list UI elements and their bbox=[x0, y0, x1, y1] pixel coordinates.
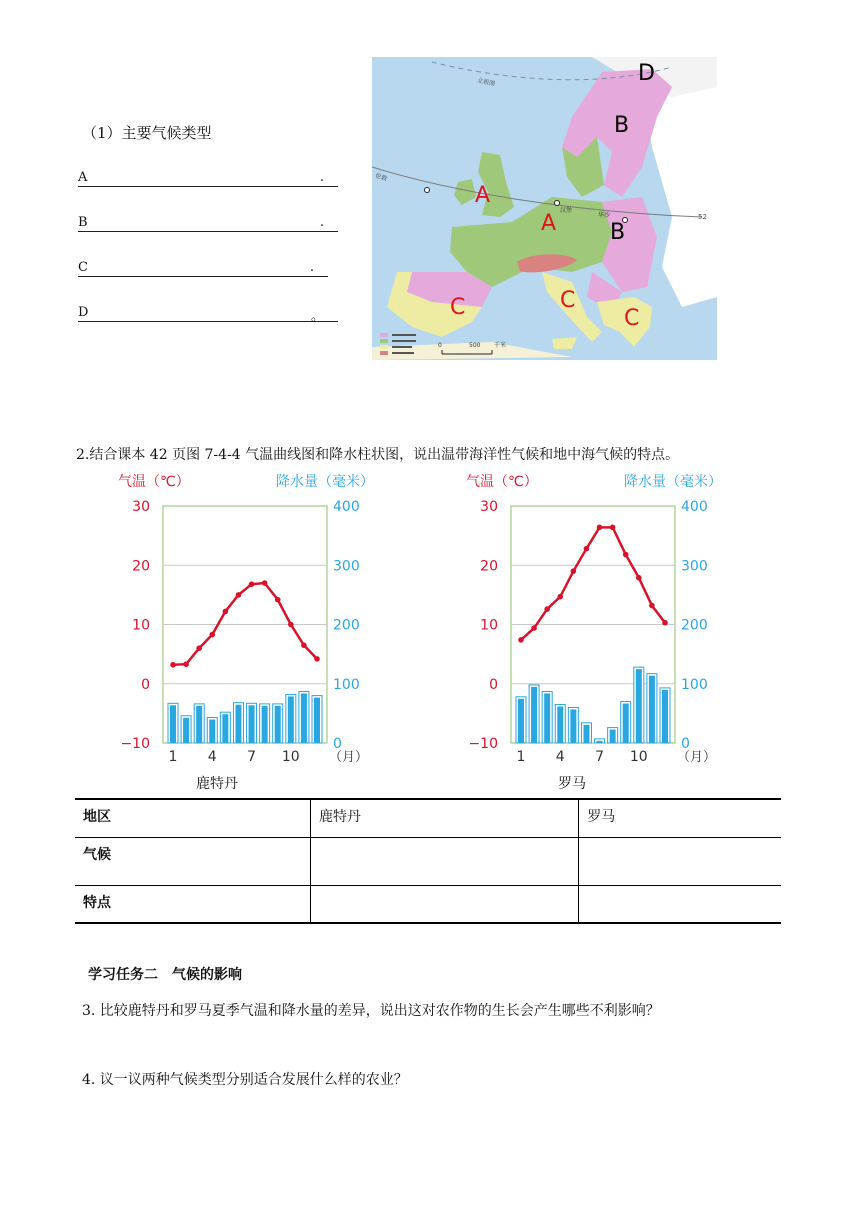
temp-point bbox=[597, 525, 603, 531]
temp-point bbox=[236, 592, 242, 598]
temp-tick-label: 0 bbox=[489, 676, 498, 693]
answer-end: 。 bbox=[310, 309, 324, 324]
precip-tick-label: 400 bbox=[681, 499, 708, 515]
precip-tick-label: 0 bbox=[333, 736, 342, 752]
month-tick-label: 1 bbox=[516, 749, 526, 765]
precip-tick-label: 100 bbox=[681, 676, 708, 693]
temp-point bbox=[183, 661, 189, 667]
climate-chart-rome bbox=[458, 468, 723, 793]
temp-tick-label: 20 bbox=[132, 558, 150, 575]
temp-point bbox=[262, 580, 268, 586]
temp-axis-label: 气温（℃） bbox=[118, 474, 190, 490]
table-row bbox=[75, 799, 781, 837]
temp-tick-label: 10 bbox=[132, 617, 150, 634]
month-tick-label: 4 bbox=[207, 749, 217, 765]
temp-point bbox=[223, 609, 229, 615]
table-answer-cell[interactable] bbox=[311, 837, 579, 885]
answer-letter: D bbox=[78, 305, 89, 320]
temp-point bbox=[544, 606, 550, 612]
precip-bar-fill bbox=[583, 725, 589, 743]
precip-bar-fill bbox=[301, 693, 307, 743]
map-graphic bbox=[372, 57, 717, 360]
temp-tick-label: 30 bbox=[480, 499, 498, 515]
temp-point bbox=[571, 568, 577, 574]
temp-tick-label: 20 bbox=[480, 558, 498, 575]
temp-point bbox=[584, 546, 590, 552]
temp-point bbox=[170, 662, 176, 668]
table-cell: 地区 bbox=[75, 799, 311, 837]
temp-point bbox=[209, 632, 215, 638]
table-row bbox=[75, 885, 781, 923]
map-label-hamburg: 汉堡 bbox=[560, 207, 573, 214]
temp-point bbox=[531, 625, 537, 631]
table-cell: 气候 bbox=[75, 837, 311, 885]
table-answer-cell[interactable] bbox=[579, 837, 781, 885]
precip-bar-fill bbox=[662, 690, 668, 743]
map-label-latitude: 52 bbox=[698, 213, 707, 221]
temp-point bbox=[196, 645, 202, 651]
europe-climate-map bbox=[372, 57, 717, 360]
precip-bar-fill bbox=[610, 730, 616, 743]
map-letter-b: B bbox=[610, 220, 626, 245]
temp-point bbox=[301, 642, 307, 648]
map-scale-zero: 0 bbox=[438, 342, 442, 349]
temp-point bbox=[275, 597, 281, 603]
answer-letter: A bbox=[78, 170, 88, 185]
month-tick-label: 7 bbox=[595, 749, 605, 765]
map-letter-d: D bbox=[638, 61, 655, 86]
precip-bar-fill bbox=[544, 693, 550, 743]
map-label-warsaw: 华沙 bbox=[598, 212, 611, 219]
precip-tick-label: 300 bbox=[681, 558, 708, 575]
precip-bar-fill bbox=[249, 705, 255, 743]
question-2: 2.结合课本 42 页图 7-4-4 气温曲线图和降水柱状图，说出温带海洋性气候和地中海气候的特点。 bbox=[76, 447, 680, 463]
temp-point bbox=[649, 603, 655, 609]
map-letter-c: C bbox=[450, 295, 466, 320]
temp-point bbox=[662, 620, 668, 626]
precip-bar-fill bbox=[288, 696, 294, 743]
precip-bar-fill bbox=[196, 706, 202, 743]
precip-tick-label: 300 bbox=[333, 558, 360, 575]
precip-bar-fill bbox=[222, 714, 228, 743]
precip-bar-fill bbox=[597, 741, 603, 743]
map-label-london: 伦敦 bbox=[374, 172, 388, 183]
temp-point bbox=[314, 656, 320, 662]
table-answer-cell[interactable] bbox=[311, 885, 579, 923]
answer-line-c[interactable] bbox=[78, 260, 328, 277]
temp-tick-label: 0 bbox=[141, 676, 150, 693]
precip-bar-fill bbox=[314, 698, 320, 743]
temp-point bbox=[636, 575, 642, 581]
q1-title: （1）主要气候类型 bbox=[82, 124, 212, 142]
precip-bar-fill bbox=[183, 718, 189, 743]
table-answer-cell[interactable] bbox=[579, 885, 781, 923]
precip-tick-label: 0 bbox=[681, 736, 690, 752]
map-letter-c: C bbox=[560, 288, 576, 313]
table-cell: 鹿特丹 bbox=[311, 799, 579, 837]
precip-bar-fill bbox=[170, 705, 176, 743]
answer-end: . bbox=[309, 260, 314, 275]
map-letter-b: B bbox=[614, 113, 630, 138]
map-scale-value: 500 bbox=[469, 342, 481, 349]
table-cell: 罗马 bbox=[579, 799, 781, 837]
temp-point bbox=[557, 594, 563, 600]
month-tick-label: 10 bbox=[629, 749, 648, 765]
precip-bar-fill bbox=[649, 676, 655, 743]
month-tick-label: 4 bbox=[555, 749, 565, 765]
temp-tick-label: −10 bbox=[468, 736, 498, 752]
temp-point bbox=[623, 552, 629, 558]
precip-bar-fill bbox=[531, 687, 537, 743]
answer-line-d[interactable] bbox=[78, 305, 338, 322]
chart-title: 罗马 bbox=[558, 776, 586, 792]
precip-bar-fill bbox=[623, 704, 629, 743]
precip-bar-fill bbox=[275, 706, 281, 743]
precip-axis-label: 降水量（毫米） bbox=[276, 474, 374, 490]
precip-tick-label: 400 bbox=[333, 499, 360, 515]
question-4: 4. 议一议两种气候类型分别适合发展什么样的农业？ bbox=[82, 1072, 408, 1088]
answer-end: . bbox=[319, 215, 324, 230]
temp-point bbox=[249, 581, 255, 587]
temp-point bbox=[288, 622, 294, 628]
section-heading: 学习任务二 气候的影响 bbox=[88, 967, 242, 983]
table-row bbox=[75, 837, 781, 885]
answer-letter: B bbox=[78, 215, 88, 230]
month-unit-label: （月） bbox=[677, 750, 717, 765]
map-letter-a: A bbox=[541, 211, 557, 236]
answer-line-b[interactable] bbox=[78, 215, 338, 232]
question-3: 3. 比较鹿特丹和罗马夏季气温和降水量的差异，说出这对农作物的生长会产生哪些不利影响？ bbox=[82, 1003, 660, 1019]
map-letter-a: A bbox=[475, 183, 491, 208]
temp-line bbox=[173, 583, 317, 665]
map-letter-c: C bbox=[624, 306, 640, 331]
precip-bar-fill bbox=[262, 706, 268, 743]
answer-end: . bbox=[319, 170, 324, 185]
precip-bar-fill bbox=[570, 709, 576, 743]
month-tick-label: 10 bbox=[281, 749, 300, 765]
temp-line bbox=[521, 527, 665, 640]
precip-tick-label: 200 bbox=[333, 617, 360, 634]
precip-axis-label: 降水量（毫米） bbox=[624, 474, 722, 490]
month-tick-label: 7 bbox=[247, 749, 257, 765]
temp-axis-label: 气温（℃） bbox=[466, 474, 538, 490]
precip-tick-label: 200 bbox=[681, 617, 708, 634]
answer-letter: C bbox=[78, 260, 88, 275]
temp-tick-label: −10 bbox=[120, 736, 150, 752]
temp-tick-label: 30 bbox=[132, 499, 150, 515]
answer-line-a[interactable] bbox=[78, 170, 338, 187]
precip-tick-label: 100 bbox=[333, 676, 360, 693]
precip-bar-fill bbox=[235, 705, 241, 743]
map-scale-unit: 千米 bbox=[494, 342, 507, 349]
precip-bar-fill bbox=[209, 720, 215, 743]
precip-bar-fill bbox=[636, 669, 642, 743]
chart-title: 鹿特丹 bbox=[196, 776, 238, 792]
temp-tick-label: 10 bbox=[480, 617, 498, 634]
month-tick-label: 1 bbox=[168, 749, 178, 765]
temp-point bbox=[518, 637, 524, 643]
comparison-table bbox=[75, 798, 781, 924]
climate-chart-rotterdam bbox=[110, 468, 375, 793]
temp-point bbox=[610, 525, 616, 531]
table-cell: 特点 bbox=[75, 885, 311, 923]
precip-bar-fill bbox=[518, 699, 524, 743]
map-label-arctic-circle: 北极圈 bbox=[476, 77, 496, 88]
precip-bar-fill bbox=[557, 706, 563, 743]
month-unit-label: （月） bbox=[329, 750, 369, 765]
